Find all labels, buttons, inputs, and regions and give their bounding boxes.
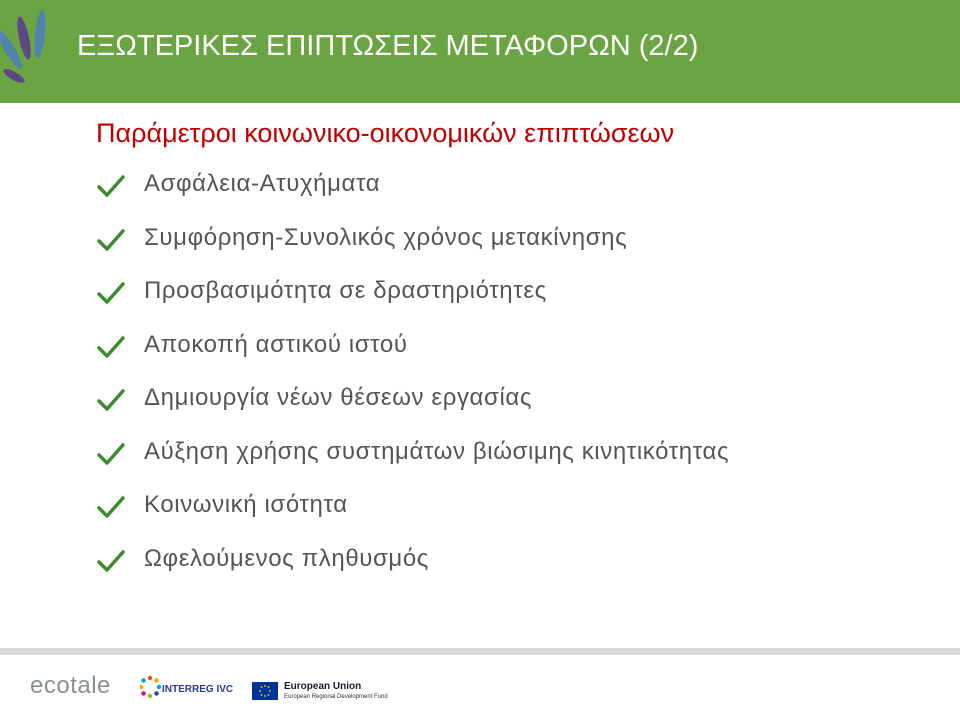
check-icon [96,388,126,412]
list-item-label: Προσβασιμότητα σε δραστηριότητες [144,277,547,304]
eu-flag-icon [252,682,278,700]
list-item [96,331,729,385]
check-icon [96,228,126,252]
check-icon [96,335,126,359]
check-icon [96,549,126,573]
interreg-logo-text: INTERREG IVC [162,684,234,695]
list-item [96,277,729,331]
footer-divider [0,648,960,655]
impact-parameters-list [96,170,729,598]
list-item-label: Ασφάλεια-Ατυχήματα [144,170,381,197]
list-item-label: Δημιουργία νέων θέσεων εργασίας [144,384,533,411]
list-item [96,491,729,545]
list-item [96,545,729,599]
list-item-label: Κοινωνική ισότητα [144,491,348,518]
eu-logo-title: European Union [284,681,362,692]
ecotale-logo-text: ecotale [30,672,111,699]
list-item [96,224,729,278]
list-item [96,384,729,438]
list-item [96,438,729,492]
list-item-label: Αύξηση χρήσης συστημάτων βιώσιμης κινητικότητας [144,437,730,465]
leaf-logo-icon [0,0,75,103]
check-icon [96,174,126,198]
check-icon [96,495,126,519]
list-item-label: Αποκοπή αστικού ιστού [144,330,408,358]
check-icon [96,281,126,305]
header-bar [0,0,960,103]
section-subtitle: Παράμετροι κοινωνικο-οικονομικών επιπτώσεων [96,118,675,148]
ecotale-logo [30,672,111,700]
page-title: ΕΞΩΤΕΡΙΚΕΣ ΕΠΙΠΤΩΣΕΙΣ ΜΕΤΑΦΟΡΩΝ (2/2) [77,30,699,62]
list-item [96,170,729,224]
list-item-label: Συμφόρηση-Συνολικός χρόνος μετακίνησης [144,223,628,251]
eu-logo-subtitle: European Regional Development Fund [284,694,388,700]
list-item-label: Ωφελούμενος πληθυσμός [144,544,429,572]
check-icon [96,442,126,466]
